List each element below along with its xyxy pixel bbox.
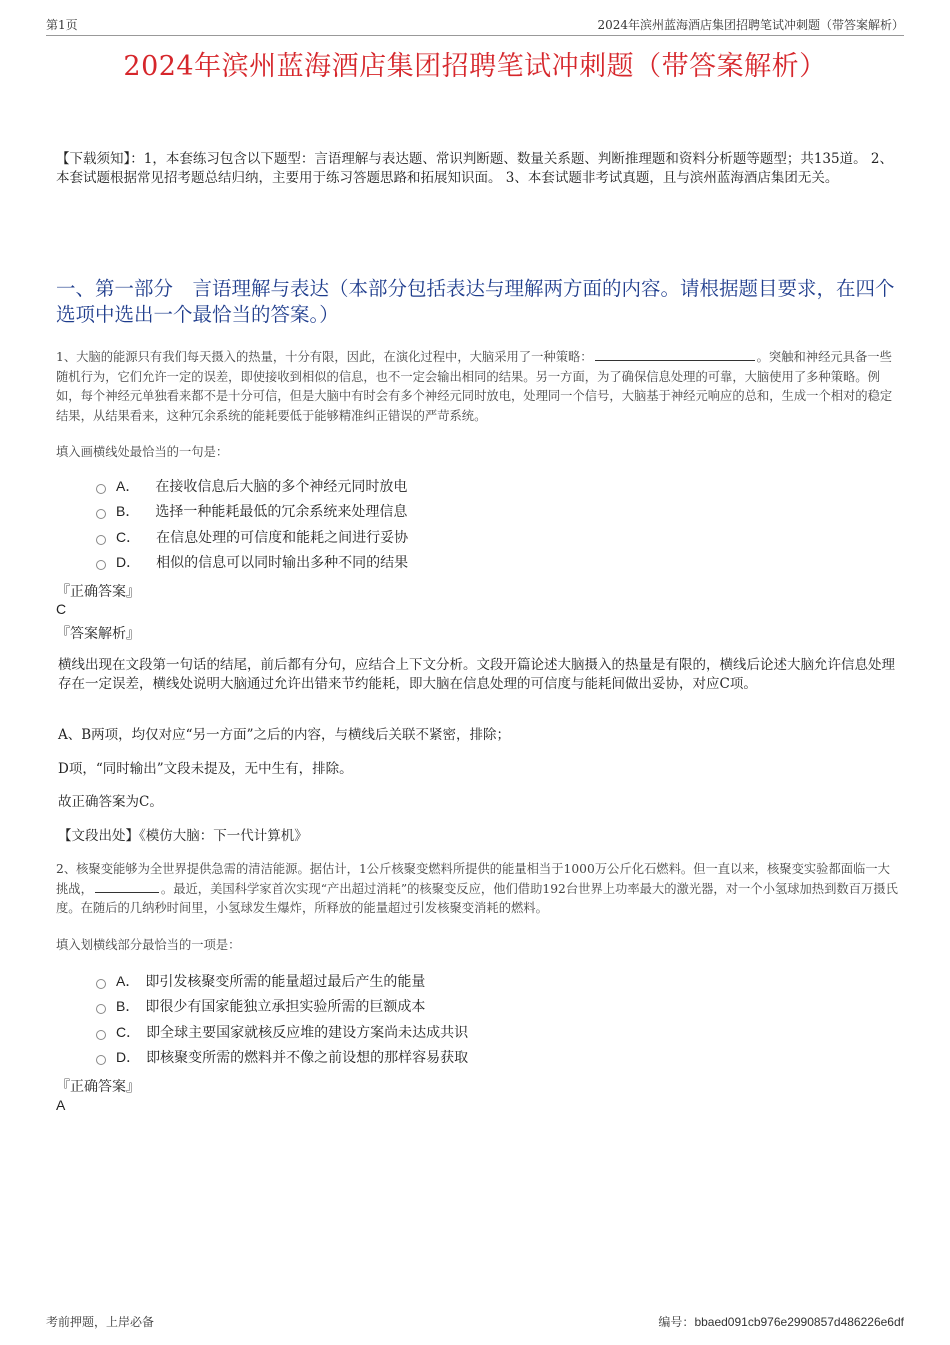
radio-icon[interactable] [96, 1030, 106, 1040]
footer-code-value: bbaed091cb976e2990857d486226e6df [694, 1315, 904, 1329]
option-text: 在接收信息后大脑的多个神经元同时放电 [155, 478, 408, 495]
option-letter: A． [116, 972, 140, 989]
question-1-option-c[interactable] [96, 524, 796, 550]
question-1-answer: C [56, 601, 67, 617]
radio-icon[interactable] [96, 1055, 106, 1065]
question-2-option-b[interactable] [96, 994, 796, 1020]
question-1-option-d[interactable] [96, 550, 796, 576]
analysis-source: 【文段出处】《模仿大脑：下一代计算机》 [58, 828, 308, 844]
analysis-paragraph: A、B两项，均仅对应“另一方面”之后的内容，与横线后关联不紧密，排除； [58, 727, 510, 743]
question-2-option-d[interactable] [96, 1045, 796, 1071]
question-2-option-a[interactable] [96, 968, 796, 994]
option-letter: D． [116, 554, 141, 571]
question-1-analysis-label: 『答案解析』 [56, 626, 140, 642]
footer-code-label: 编号： [658, 1315, 695, 1329]
option-text: 即全球主要国家就核反应堆的建设方案尚未达成共识 [146, 1024, 469, 1041]
question-2-options [96, 968, 796, 1070]
question-1-text-after: 。突触和神经元具备一些随机行为，它们允许一定的误差，即使接收到相似的信息，也不一定会输出相同的结果。另一方面，为了确保信息处理的可靠，大脑使用了多种策略。例如，每个神经元单独看来都不是十分可信，但是大脑中有时会有多个神经元同时放电，处理同一个信号，大脑基于神经元响应的总和，生成一个相对的稳定结果，从结果看来，这种冗余系统的能耗要低于能够精准纠正错误的严苛系统。 [56, 350, 893, 423]
question-1-option-b[interactable] [96, 499, 796, 525]
question-1-options [96, 473, 796, 575]
page-header [46, 14, 904, 36]
question-2-answer-label: 『正确答案』 [56, 1079, 140, 1095]
fill-blank [595, 349, 755, 361]
question-1-stem [56, 348, 902, 426]
analysis-conclusion: 故正确答案为C。 [58, 794, 163, 810]
question-2-prompt: 填入划横线部分最恰当的一项是： [56, 938, 241, 952]
option-letter: C． [116, 1023, 141, 1040]
option-text: 选择一种能耗最低的冗余系统来处理信息 [155, 504, 408, 521]
option-text: 即引发核聚变所需的能量超过最后产生的能量 [145, 973, 426, 990]
radio-icon[interactable] [96, 1004, 106, 1014]
option-letter: A． [116, 477, 140, 494]
radio-icon[interactable] [96, 509, 106, 519]
header-doc-title: 2024年滨州蓝海酒店集团招聘笔试冲刺题（带答案解析） [597, 18, 904, 32]
page-number: 第1页 [46, 18, 78, 32]
section-title: 一、第一部分 言语理解与表达（本部分包括表达与理解两方面的内容。请根据题目要求，在四个选项中选出一个最恰当的答案。） [56, 277, 895, 326]
option-text: 即核聚变所需的燃料并不像之前设想的那样容易获取 [146, 1050, 469, 1067]
footer-code [658, 1313, 904, 1330]
question-2-answer: A [56, 1097, 66, 1113]
analysis-paragraph: D项，“同时输出”文段未提及，无中生有，排除。 [58, 761, 353, 777]
option-text: 即很少有国家能独立承担实验所需的巨额成本 [145, 999, 426, 1016]
question-1-option-a[interactable] [96, 473, 796, 499]
option-letter: D． [116, 1049, 141, 1066]
radio-icon[interactable] [96, 560, 106, 570]
question-1-answer-label: 『正确答案』 [56, 584, 140, 600]
question-2-text-after: 。最近，美国科学家首次实现“产出超过消耗”的核聚变反应，他们借助192台世界上功率最大的激光器，对一个小氢球加热到数百万摄氏度。在随后的几纳秒时间里，小氢球发生爆炸，所释放的能量超过引发核聚变消耗的燃料。 [56, 881, 898, 915]
document-title: 2024年滨州蓝海酒店集团招聘笔试冲刺题（带答案解析） [123, 51, 827, 82]
option-letter: C． [116, 528, 141, 545]
option-text: 相似的信息可以同时输出多种不同的结果 [156, 555, 409, 572]
question-1-prompt: 填入画横线处最恰当的一句是： [56, 445, 229, 459]
download-notice: 【下载须知】：1，本套练习包含以下题型：言语理解与表达题、常识判断题、数量关系题、判断推理题和资料分析题等题型；共135道。 2、本套试题根据常见招考题总结归纳，主要用于练习答题思路和拓展知识面。 3、本套试题非考试真题，且与滨州蓝海酒店集团无关。 [56, 151, 893, 186]
radio-icon[interactable] [96, 535, 106, 545]
option-text: 在信息处理的可信度和能耗之间进行妥协 [156, 529, 409, 546]
radio-icon[interactable] [96, 979, 106, 989]
question-2-text-before: 2、核聚变能够为全世界提供急需的清洁能源。据估计，1公斤核聚变燃料所提供的能量相当于1000万公斤化石燃料。但一直以来，核聚变实验都面临一大挑战， [56, 862, 890, 896]
question-1-text-before: 1、大脑的能源只有我们每天摄入的热量，十分有限，因此，在演化过程中，大脑采用了一种策略： [56, 350, 593, 364]
footer-slogan: 考前押题，上岸必备 [46, 1315, 155, 1329]
fill-blank [95, 881, 159, 893]
radio-icon[interactable] [96, 484, 106, 494]
question-2-stem [56, 860, 902, 919]
option-letter: B． [116, 503, 140, 520]
analysis-paragraph: 横线出现在文段第一句话的结尾，前后都有分句，应结合上下文分析。文段开篇论述大脑摄入的热量是有限的，横线后论述大脑允许信息处理存在一定误差，横线处说明大脑通过允许出错来节约能耗，即大脑在信息处理的可信度与能耗间做出妥协，对应C项。 [58, 657, 895, 692]
option-letter: B． [116, 998, 140, 1015]
question-2-option-c[interactable] [96, 1019, 796, 1045]
